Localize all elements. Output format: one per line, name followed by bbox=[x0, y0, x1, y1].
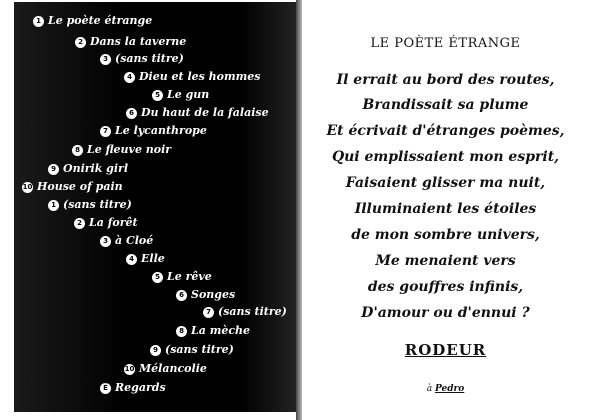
toc-number: 4 bbox=[126, 254, 137, 265]
toc-item bbox=[100, 381, 166, 395]
toc-item bbox=[124, 70, 260, 84]
toc-number: 3 bbox=[100, 236, 111, 247]
toc-title: (sans titre) bbox=[63, 198, 132, 211]
poem-title: LE POÈTE ÉTRANGE bbox=[370, 36, 521, 51]
toc-number: 5 bbox=[152, 90, 163, 101]
toc-number: 10 bbox=[124, 364, 135, 373]
toc-item bbox=[124, 362, 207, 376]
toc-title: Le poète étrange bbox=[48, 14, 153, 27]
toc-number: 2 bbox=[74, 218, 85, 229]
toc-item bbox=[203, 305, 287, 319]
toc-item bbox=[100, 52, 184, 66]
toc-number: 6 bbox=[176, 290, 187, 301]
poem-line: Me menaient vers bbox=[375, 253, 516, 269]
poem-line: Il errait au bord des routes, bbox=[336, 72, 555, 88]
poem-line: Et écrivait d'étranges poèmes, bbox=[326, 123, 565, 139]
toc-number: 7 bbox=[203, 307, 214, 318]
toc-title: House of pain bbox=[37, 180, 123, 193]
toc-title: (sans titre) bbox=[165, 343, 234, 356]
toc-number: 10 bbox=[22, 182, 33, 191]
toc-number: 7 bbox=[100, 126, 111, 137]
toc-title: Le rêve bbox=[167, 270, 212, 283]
toc-item bbox=[75, 35, 186, 49]
toc-number: 8 bbox=[72, 145, 83, 156]
poem-line: D'amour ou d'ennui ? bbox=[361, 305, 530, 321]
toc-item bbox=[152, 270, 212, 284]
toc-item bbox=[48, 198, 132, 212]
toc-number: 9 bbox=[48, 164, 59, 175]
toc-item bbox=[152, 88, 209, 102]
dedication-prefix: à bbox=[426, 384, 433, 394]
toc-title: Du haut de la falaise bbox=[141, 106, 269, 119]
toc-item bbox=[72, 143, 171, 157]
toc-title: Dieu et les hommes bbox=[139, 70, 261, 83]
toc-number: 1 bbox=[33, 16, 44, 27]
toc-item bbox=[48, 162, 128, 176]
toc-item bbox=[126, 252, 165, 266]
dedication-name: Pedro bbox=[434, 384, 465, 394]
toc-number: 5 bbox=[152, 272, 163, 283]
toc-title: (sans titre) bbox=[218, 305, 287, 318]
toc-title: à Cloé bbox=[115, 234, 154, 247]
toc-item bbox=[150, 343, 234, 357]
toc-item bbox=[176, 288, 235, 302]
toc-number: 6 bbox=[126, 108, 137, 119]
toc-number: 4 bbox=[124, 72, 135, 83]
toc-title: La forêt bbox=[89, 216, 138, 229]
poem-page bbox=[302, 0, 589, 420]
toc-item bbox=[74, 216, 138, 230]
toc-item bbox=[126, 106, 269, 120]
toc-item bbox=[22, 180, 123, 194]
toc-number: 3 bbox=[100, 54, 111, 65]
poem-line: Illuminaient les étoiles bbox=[354, 201, 537, 217]
toc-title: (sans titre) bbox=[115, 52, 184, 65]
author-signature: RODEUR bbox=[404, 341, 487, 359]
toc-title: Onirik girl bbox=[63, 162, 129, 175]
toc-title: Regards bbox=[115, 381, 166, 394]
toc-item bbox=[100, 234, 153, 248]
toc-number: 8 bbox=[176, 326, 187, 337]
poem-line: Brandissait sa plume bbox=[362, 97, 529, 113]
dedication bbox=[302, 384, 589, 394]
toc-title: Dans la taverne bbox=[90, 35, 187, 48]
toc-number: 2 bbox=[75, 37, 86, 48]
toc-number: É bbox=[100, 383, 111, 394]
poem-line: des gouffres infinis, bbox=[367, 279, 524, 295]
toc-title: Songes bbox=[191, 288, 236, 301]
toc-title: Le gun bbox=[167, 88, 210, 101]
poem-line: Faisaient glisser ma nuit, bbox=[345, 175, 546, 191]
toc-item bbox=[33, 14, 152, 28]
toc-title: Le lycanthrope bbox=[115, 124, 207, 137]
toc-number: 9 bbox=[150, 345, 161, 356]
toc-item bbox=[176, 324, 250, 338]
poem-line: Qui emplissaient mon esprit, bbox=[331, 149, 560, 165]
toc-title: Le fleuve noir bbox=[87, 143, 172, 156]
toc-title: La mèche bbox=[191, 324, 251, 337]
poem-line: de mon sombre univers, bbox=[351, 227, 540, 243]
toc-number: 1 bbox=[48, 200, 59, 211]
toc-item bbox=[100, 124, 207, 138]
toc-title: Mélancolie bbox=[139, 362, 207, 375]
toc-title: Elle bbox=[141, 252, 165, 265]
